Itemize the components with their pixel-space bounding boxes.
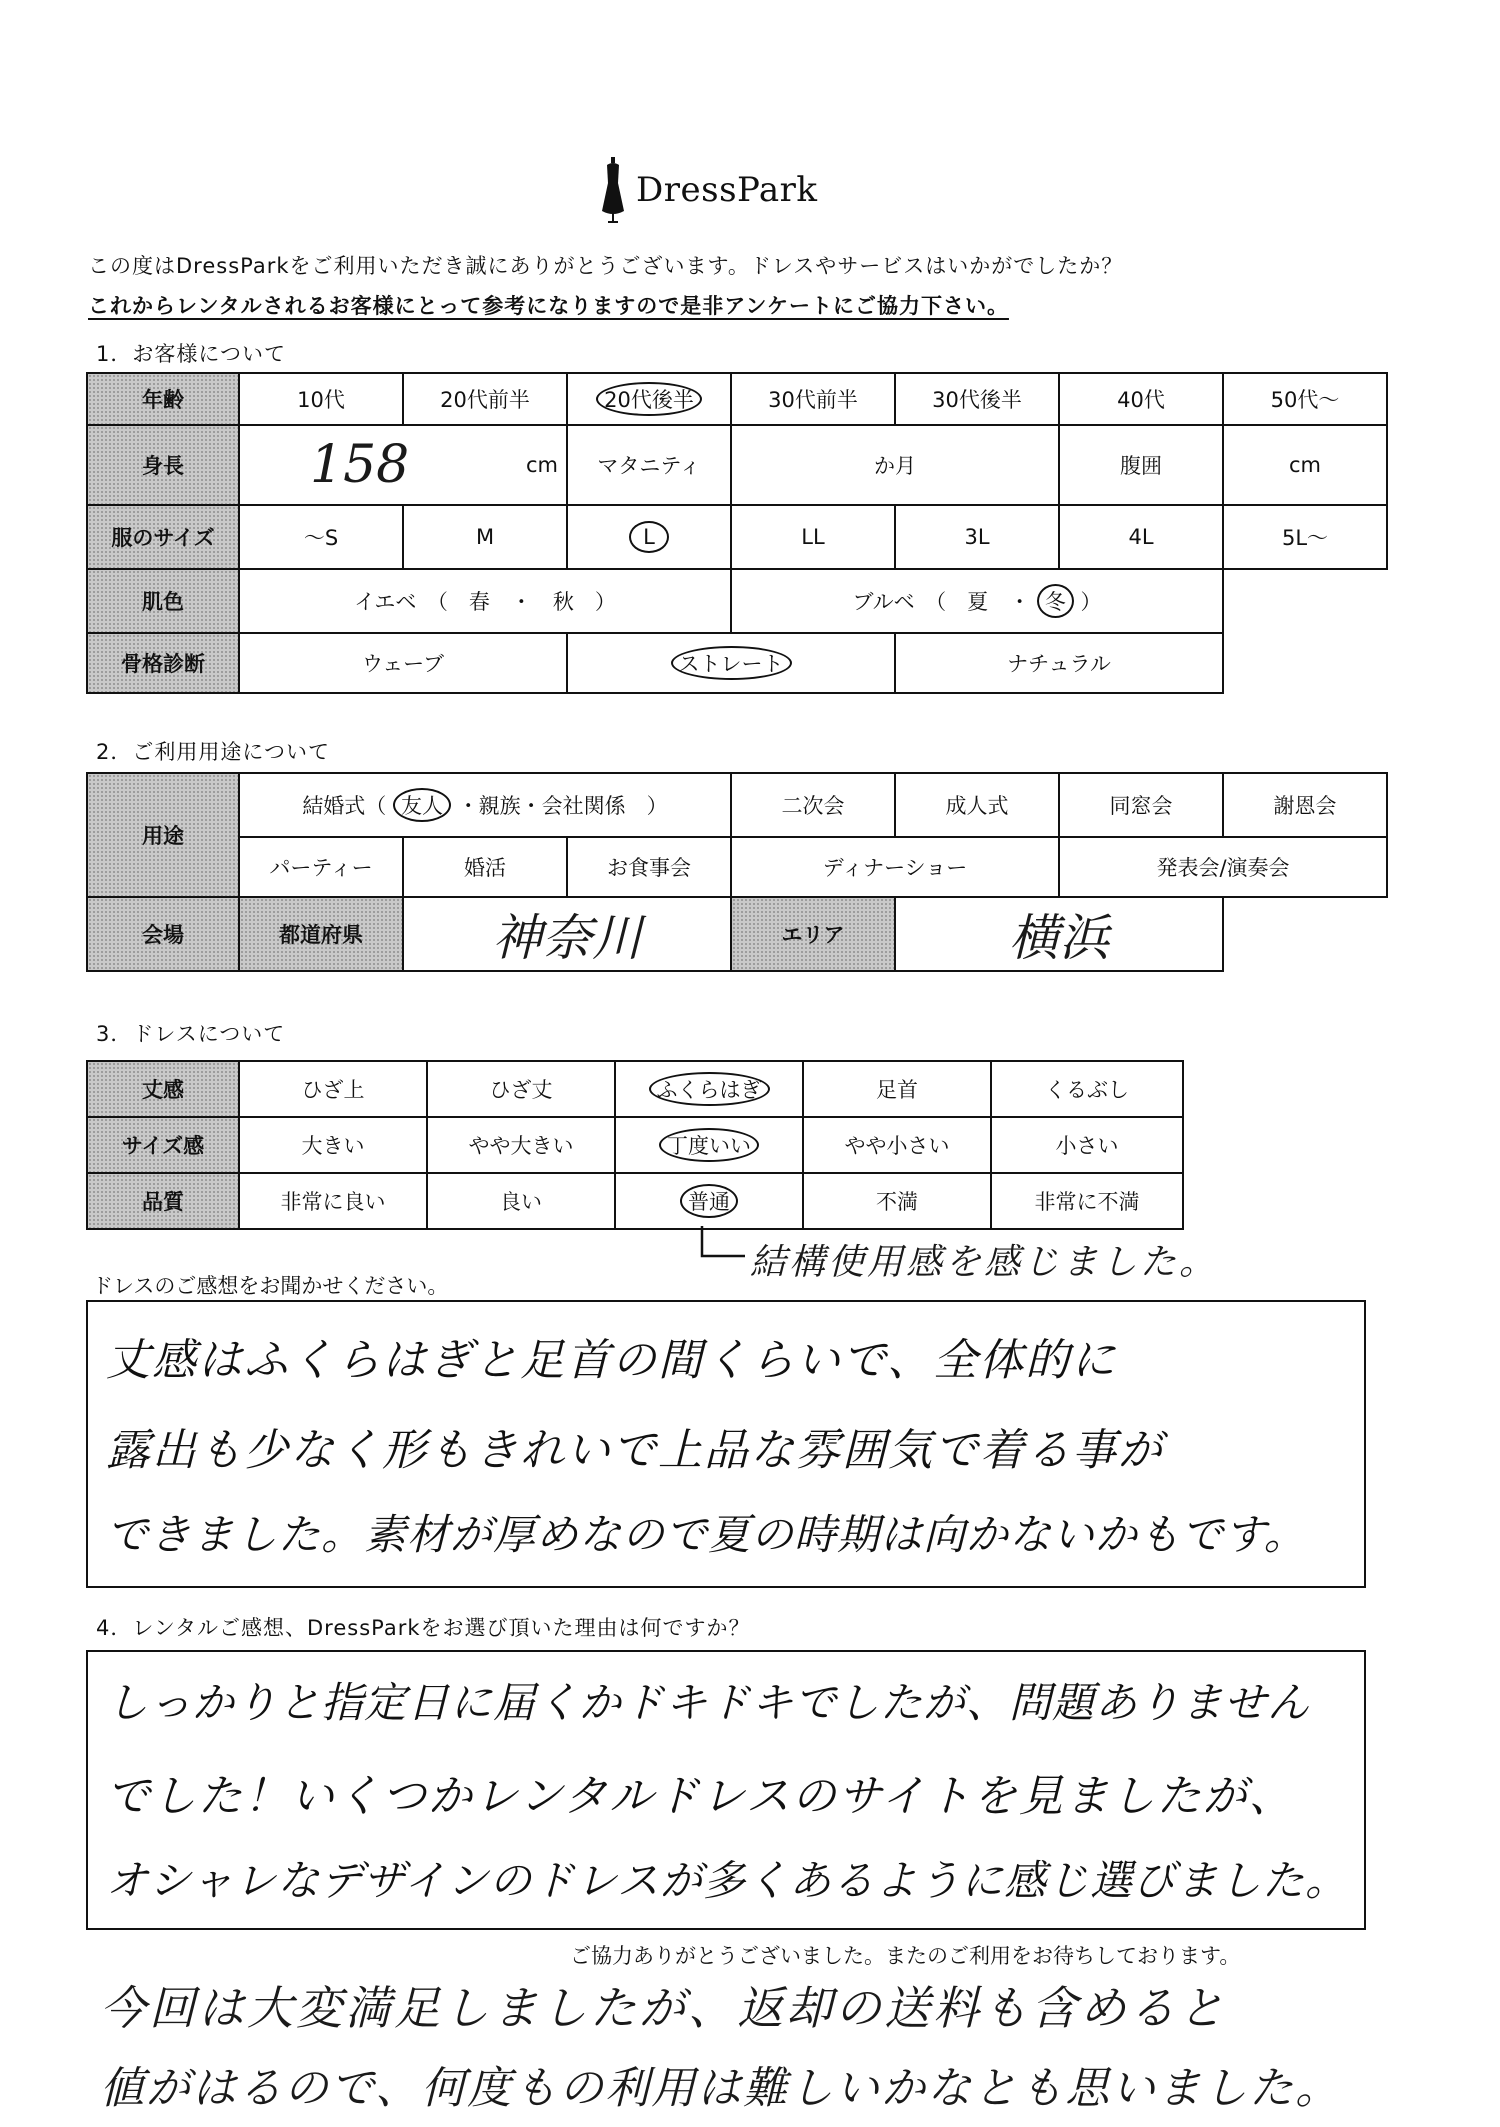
extra-comment-line: 値がはるので、何度もの利用は難しいかなとも思いました。 <box>100 2063 1342 2114</box>
section4-title: 4．レンタルご感想、DressParkをお選び頂いた理由は何ですか？ <box>96 1616 751 1640</box>
height-row <box>87 425 1387 505</box>
usage-option[interactable]: 成人式 <box>895 773 1059 837</box>
usage-table <box>86 772 1388 972</box>
fit-option-selected[interactable] <box>615 1117 803 1173</box>
section3-title: 3．ドレスについて <box>96 1022 286 1046</box>
skin-blue-suffix: ） <box>1080 590 1102 614</box>
length-option[interactable]: 足首 <box>803 1061 991 1117</box>
fit-selected-circle: 丁度いい <box>659 1128 759 1162</box>
venue-label: 会場 <box>87 897 239 971</box>
waist-label: 腹囲 <box>1059 425 1223 505</box>
wedding-selected: 友人 <box>393 788 451 822</box>
frame-option[interactable]: ウェーブ <box>239 633 567 693</box>
age-option[interactable]: 50代〜 <box>1223 373 1387 425</box>
skin-yellow-option[interactable]: イエベ （ 春 ・ 秋 ） <box>239 569 731 633</box>
usage-option[interactable]: パーティー <box>239 837 403 897</box>
length-option[interactable]: ひざ丈 <box>427 1061 615 1117</box>
age-option[interactable]: 30代後半 <box>895 373 1059 425</box>
reason-line: しっかりと指定日に届くかドキドキでしたが、問題ありません <box>106 1678 1311 1727</box>
size-row <box>87 505 1387 569</box>
skin-label: 肌色 <box>87 569 239 633</box>
annotation-bracket <box>690 1226 750 1276</box>
quality-option[interactable]: 良い <box>427 1173 615 1229</box>
frame-option-selected[interactable] <box>567 633 895 693</box>
fit-option[interactable]: やや小さい <box>803 1117 991 1173</box>
prefecture-value[interactable]: 神奈川 <box>403 897 731 971</box>
quality-option[interactable]: 非常に良い <box>239 1173 427 1229</box>
quality-row <box>87 1173 1183 1229</box>
skin-blue-option[interactable] <box>731 569 1223 633</box>
reason-box[interactable] <box>86 1650 1366 1930</box>
section1-title: 1．お客様について <box>96 342 286 366</box>
reason-line: でした！いくつかレンタルドレスのサイトを見ましたが、 <box>106 1771 1295 1822</box>
skin-blue-prefix: ブルベ （ 夏 ・ <box>852 590 1031 614</box>
usage-option[interactable]: 二次会 <box>731 773 895 837</box>
usage-option[interactable]: 同窓会 <box>1059 773 1223 837</box>
quality-option[interactable]: 非常に不満 <box>991 1173 1183 1229</box>
area-value[interactable]: 横浜 <box>895 897 1223 971</box>
usage-row-2 <box>87 837 1387 897</box>
customer-table <box>86 372 1388 694</box>
section2-title: 2．ご利用用途について <box>96 740 330 764</box>
quality-label: 品質 <box>87 1173 239 1229</box>
usage-label: 用途 <box>87 773 239 897</box>
age-row <box>87 373 1387 425</box>
size-option[interactable]: 5L〜 <box>1223 505 1387 569</box>
quality-option[interactable]: 不満 <box>803 1173 991 1229</box>
waist-field[interactable] <box>1223 425 1387 505</box>
usage-option[interactable]: お食事会 <box>567 837 731 897</box>
age-option[interactable]: 30代前半 <box>731 373 895 425</box>
length-option-selected[interactable] <box>615 1061 803 1117</box>
frame-label: 骨格診断 <box>87 633 239 693</box>
frame-selected-circle: ストレート <box>671 646 792 680</box>
frame-option[interactable]: ナチュラル <box>895 633 1223 693</box>
quality-selected-circle: 普通 <box>680 1184 738 1218</box>
waist-unit: cm <box>1288 453 1321 477</box>
length-selected-circle: ふくらはぎ <box>649 1072 770 1106</box>
dresspark-logo <box>600 150 860 230</box>
size-option[interactable]: 3L <box>895 505 1059 569</box>
height-unit: cm <box>525 453 558 477</box>
maternity-months-field[interactable] <box>731 425 1059 505</box>
fit-label: サイズ感 <box>87 1117 239 1173</box>
usage-wedding[interactable] <box>239 773 731 837</box>
size-option-selected[interactable] <box>567 505 731 569</box>
length-row <box>87 1061 1183 1117</box>
age-option[interactable]: 40代 <box>1059 373 1223 425</box>
frame-row <box>87 633 1387 693</box>
impression-line: できました。素材が厚めなので夏の時期は向かないかもです。 <box>106 1510 1307 1559</box>
impression-line: 露出も少なく形もきれいで上品な雰囲気で着る事が <box>106 1425 1164 1476</box>
height-value: 158 <box>310 435 410 495</box>
impression-label: ドレスのご感想をお聞かせください。 <box>92 1274 449 1298</box>
skin-blue-selected: 冬 <box>1037 584 1074 618</box>
length-option[interactable]: くるぶし <box>991 1061 1183 1117</box>
quality-note: 結構使用感を感じました。 <box>750 1242 1219 1283</box>
months-unit: か月 <box>874 454 916 478</box>
wedding-suffix: ・親族・会社関係 ） <box>457 794 668 818</box>
age-option[interactable]: 10代 <box>239 373 403 425</box>
height-field[interactable] <box>239 425 567 505</box>
usage-option[interactable]: 謝恩会 <box>1223 773 1387 837</box>
logo-text: DressPark <box>636 170 818 210</box>
dress-form-icon <box>600 155 626 225</box>
impression-line: 丈感はふくらはぎと足首の間くらいで、全体的に <box>106 1335 1118 1386</box>
fit-option[interactable]: やや大きい <box>427 1117 615 1173</box>
usage-option[interactable]: 発表会/演奏会 <box>1059 837 1387 897</box>
usage-option[interactable]: 婚活 <box>403 837 567 897</box>
prefecture-label: 都道府県 <box>239 897 403 971</box>
age-option[interactable]: 20代前半 <box>403 373 567 425</box>
fit-option[interactable]: 大きい <box>239 1117 427 1173</box>
wedding-prefix: 結婚式（ <box>302 794 387 818</box>
size-option[interactable]: 〜S <box>239 505 403 569</box>
venue-row <box>87 897 1387 971</box>
age-option-selected[interactable] <box>567 373 731 425</box>
extra-comment-line: 今回は大変満足しましたが、返却の送料も含めると <box>100 1981 1227 2035</box>
usage-row-1 <box>87 773 1387 837</box>
height-label: 身長 <box>87 425 239 505</box>
maternity-label: マタニティ <box>567 425 731 505</box>
fit-row <box>87 1117 1183 1173</box>
reason-line: オシャレなデザインのドレスが多くあるように感じ選びました。 <box>106 1856 1348 1905</box>
age-selected-circle: 20代後半 <box>596 382 702 416</box>
fit-option[interactable]: 小さい <box>991 1117 1183 1173</box>
dress-table <box>86 1060 1184 1230</box>
closing-text: ご協力ありがとうございました。またのご利用をお待ちしております。 <box>570 1944 1241 1968</box>
intro-text: この度はDressParkをご利用いただき誠にありがとうございます。ドレスやサービスはいかがでしたか？ <box>88 254 1124 278</box>
length-option[interactable]: ひざ上 <box>239 1061 427 1117</box>
size-label: 服のサイズ <box>87 505 239 569</box>
age-label: 年齢 <box>87 373 239 425</box>
size-option[interactable]: LL <box>731 505 895 569</box>
length-label: 丈感 <box>87 1061 239 1117</box>
usage-option[interactable]: ディナーショー <box>731 837 1059 897</box>
size-option[interactable]: 4L <box>1059 505 1223 569</box>
skin-row <box>87 569 1387 633</box>
area-label: エリア <box>731 897 895 971</box>
quality-option-selected[interactable] <box>615 1173 803 1229</box>
size-option[interactable]: M <box>403 505 567 569</box>
intro-request: これからレンタルされるお客様にとって参考になりますので是非アンケートにご協力下さい。 <box>88 294 1009 318</box>
impression-box[interactable] <box>86 1300 1366 1588</box>
size-selected-circle: L <box>629 521 669 553</box>
